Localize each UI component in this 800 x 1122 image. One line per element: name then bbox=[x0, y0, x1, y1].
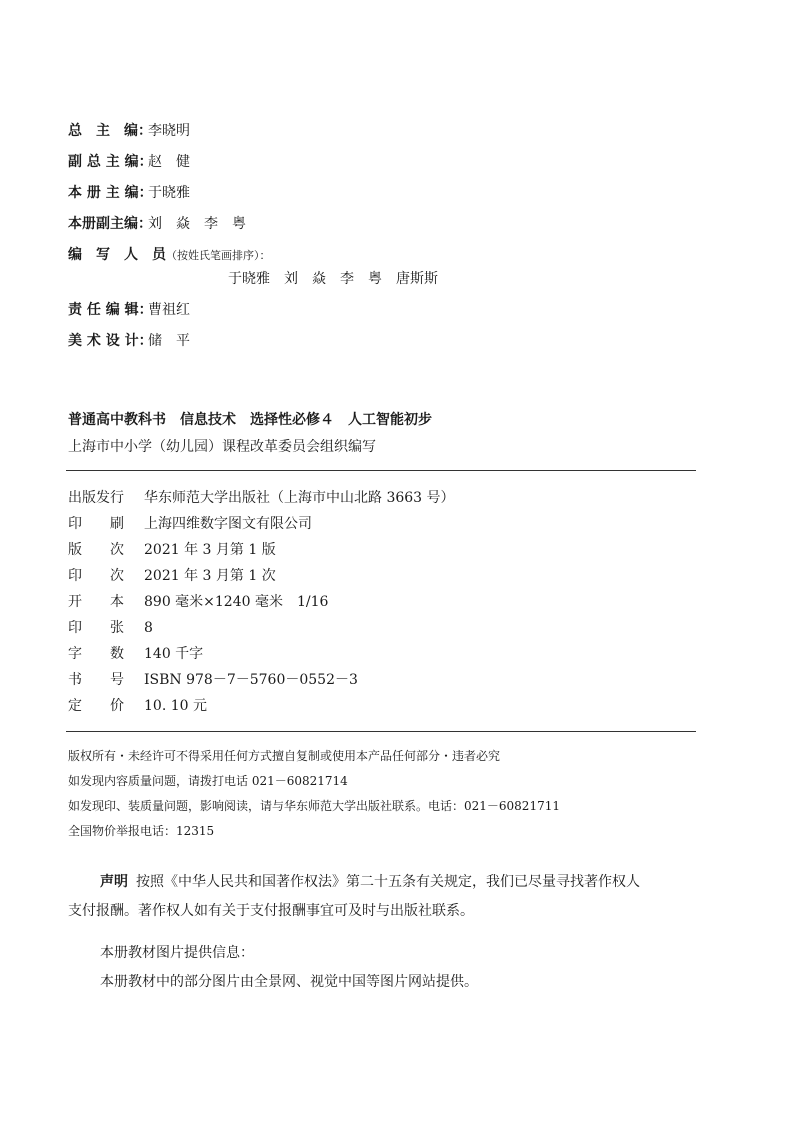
pub-value: 10. 10 元 bbox=[144, 698, 207, 714]
series-organizer: 上海市中小学（幼儿园）课程改革委员会组织编写 bbox=[68, 439, 376, 455]
deputy-chief-editor-label: 副 总 主 编： bbox=[68, 154, 153, 170]
deputy-chief-editor-value: 赵 健 bbox=[148, 154, 190, 170]
volume-deputy-editor-label: 本册副主编： bbox=[68, 216, 152, 232]
copyright-statement bbox=[68, 868, 708, 926]
responsible-editor-label: 责 任 编 辑： bbox=[68, 302, 153, 318]
chief-editor-value: 李晓明 bbox=[148, 123, 190, 139]
content-quality-notice: 如发现内容质量问题，请拨打电话 021－60821714 bbox=[68, 774, 348, 788]
responsible-editor-value: 曹祖红 bbox=[148, 302, 190, 318]
pub-label: 印 张 bbox=[68, 620, 124, 636]
writers-list: 于晓雅 刘 焱 李 粤 唐斯斯 bbox=[228, 271, 438, 287]
pub-row bbox=[68, 643, 203, 667]
pub-label: 出版发行 bbox=[68, 490, 124, 506]
writers-row bbox=[68, 244, 271, 268]
pub-value: ISBN 978－7－5760－0552－3 bbox=[144, 672, 358, 688]
pub-row bbox=[68, 513, 312, 537]
series-title: 普通高中教科书 信息技术 选择性必修４ 人工智能初步 bbox=[68, 412, 432, 428]
pub-label: 字 数 bbox=[68, 646, 124, 662]
pub-label: 印 刷 bbox=[68, 516, 124, 532]
pub-label: 印 次 bbox=[68, 568, 124, 584]
chief-editor-row bbox=[68, 120, 190, 144]
pub-value: 890 毫米×1240 毫米 1/16 bbox=[144, 594, 329, 610]
deputy-chief-editor-row bbox=[68, 151, 190, 175]
pub-value: 2021 年 3 月第 1 次 bbox=[144, 568, 276, 584]
volume-deputy-editor-row bbox=[68, 213, 246, 237]
pub-row bbox=[68, 487, 455, 511]
copyright-notice: 版权所有・未经许可不得采用任何方式擅自复制或使用本产品任何部分・违者必究 bbox=[68, 749, 501, 763]
image-credit-heading: 本册教材图片提供信息： bbox=[100, 945, 254, 961]
art-design-value: 储 平 bbox=[148, 333, 190, 349]
pub-value: 2021 年 3 月第 1 版 bbox=[144, 542, 276, 558]
responsible-editor-row bbox=[68, 299, 190, 323]
volume-editor-label: 本 册 主 编： bbox=[68, 185, 153, 201]
pub-label: 定 价 bbox=[68, 698, 124, 714]
volume-editor-row bbox=[68, 182, 190, 206]
divider-bottom bbox=[66, 731, 696, 732]
pub-label: 书 号 bbox=[68, 672, 124, 688]
volume-deputy-editor-value: 刘 焱 李 粤 bbox=[148, 216, 246, 232]
writers-label: 编 写 人 员 bbox=[68, 247, 166, 263]
pub-row bbox=[68, 565, 276, 589]
pub-value: 上海四维数字图文有限公司 bbox=[144, 516, 312, 532]
pub-row bbox=[68, 539, 276, 563]
writers-note: （按姓氏笔画排序）： bbox=[166, 249, 271, 262]
volume-editor-value: 于晓雅 bbox=[148, 185, 190, 201]
statement-line-2: 支付报酬。著作权人如有关于支付报酬事宜可及时与出版社联系。 bbox=[68, 903, 474, 919]
pub-row bbox=[68, 669, 358, 693]
pub-row bbox=[68, 591, 328, 615]
pub-label: 版 次 bbox=[68, 542, 124, 558]
pub-value: 140 千字 bbox=[144, 646, 204, 662]
pub-row bbox=[68, 617, 153, 641]
art-design-row bbox=[68, 330, 190, 354]
statement-lead: 声明 bbox=[100, 874, 128, 890]
statement-text-1: 按照《中华人民共和国著作权法》第二十五条有关规定，我们已尽量寻找著作权人 bbox=[136, 874, 640, 890]
art-design-label: 美 术 设 计： bbox=[68, 333, 153, 349]
chief-editor-label: 总 主 编： bbox=[68, 123, 152, 139]
pub-value: 8 bbox=[144, 620, 153, 636]
divider-top bbox=[66, 470, 696, 471]
pub-label: 开 本 bbox=[68, 594, 124, 610]
print-quality-notice: 如发现印、装质量问题，影响阅读，请与华东师范大学出版社联系。电话：021－60821711 bbox=[68, 799, 560, 813]
pub-row bbox=[68, 695, 207, 719]
price-report-notice: 全国物价举报电话：12315 bbox=[68, 824, 215, 838]
statement-line-1 bbox=[68, 868, 708, 897]
pub-value: 华东师范大学出版社（上海市中山北路 3663 号） bbox=[144, 490, 455, 506]
image-credit-text: 本册教材中的部分图片由全景网、视觉中国等图片网站提供。 bbox=[100, 974, 478, 990]
